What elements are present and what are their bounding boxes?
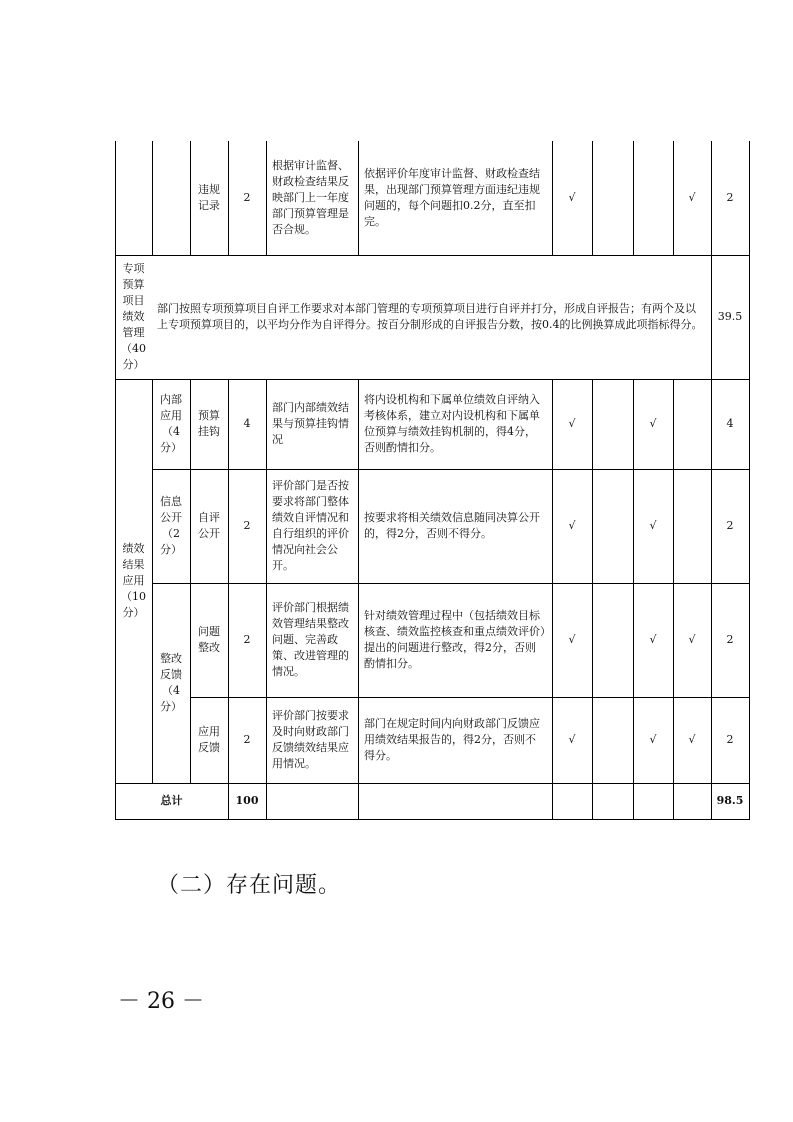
item-application-feedback: 应用 反馈: [198, 725, 220, 754]
total-label: 总计: [160, 794, 183, 807]
item-problem-rectify: 问题 整改: [198, 625, 220, 654]
criteria-violation-record: 依据评价年度审计监督、财政检查结果，出现部门预算管理方面违纪违规问题的，每个问题扣0.2分，直至扣完。: [364, 167, 540, 228]
total-score: 98.5: [716, 794, 744, 807]
item-self-eval-disclosure: 自评 公开: [198, 511, 220, 540]
section-heading: （二）存在问题。: [157, 873, 342, 898]
item-budget-link: 预算 挂钩: [198, 409, 220, 438]
checkmark: √: [688, 733, 696, 746]
checkmark: √: [568, 519, 576, 532]
standard-budget-link: 部门内部绩效结果与预算挂钩情况: [272, 401, 349, 446]
weight-problem-rectify: 2: [243, 633, 251, 646]
criteria-self-eval-disclosure: 按要求将相关绩效信息随同决算公开的，得2分，否则不得分。: [364, 511, 540, 540]
subcategory-rectify-feedback: 整改 反馈 （4 分）: [160, 652, 182, 713]
weight-application-feedback: 2: [243, 733, 251, 746]
weight-self-eval-disclosure: 2: [243, 519, 251, 532]
score-budget-link: 4: [726, 417, 734, 430]
standard-application-feedback: 评价部门按要求及时向财政部门反馈绩效结果应用情况。: [272, 709, 349, 770]
total-weight: 100: [235, 794, 259, 807]
page-number: － 26 －: [118, 989, 204, 1014]
weight-violation-record: 2: [243, 191, 251, 204]
score-self-eval-disclosure: 2: [726, 519, 734, 532]
standard-self-eval-disclosure: 评价部门是否按要求将部门整体绩效自评情况和自行组织的评价情况向社会公开。: [272, 479, 349, 572]
checkmark: √: [688, 191, 696, 204]
evaluation-table: [115, 141, 750, 820]
checkmark: √: [688, 633, 696, 646]
weight-budget-link: 4: [243, 417, 251, 430]
checkmark: √: [568, 191, 576, 204]
subcategory-info-disclosure: 信息 公开 （2 分）: [160, 495, 182, 556]
standard-problem-rectify: 评价部门根据绩效管理结果整改问题、完善政策、改进管理的情况。: [272, 601, 349, 678]
criteria-problem-rectify: 针对绩效管理过程中（包括绩效目标核查、绩效监控核查和重点绩效评价）提出的问题进行整改，得2分，否则酌情扣分。: [364, 609, 546, 670]
checkmark: √: [649, 417, 657, 430]
criteria-budget-link: 将内设机构和下属单位绩效自评纳入考核体系，建立对内设机构和下属单位预算与绩效挂钩机制的，得4分，否则酌情扣分。: [364, 393, 540, 454]
score-special-project: 39.5: [717, 310, 743, 323]
standard-violation-record: 根据审计监督、财政检查结果反映部门上一年度部门预算管理是否合规。: [272, 159, 349, 236]
checkmark: √: [649, 733, 657, 746]
checkmark: √: [649, 633, 657, 646]
special-project-description: 部门按照专项预算项目自评工作要求对本部门管理的专项预算项目进行自评并打分，形成自评报告；有两个及以上专项预算项目的，以平均分作为自评得分。按百分制形成的自评报告分数，按0.4的比例换算成此项指标得分。: [157, 302, 703, 331]
category-results-application: 绩效 结果 应用 （10 分）: [121, 542, 146, 619]
checkmark: √: [568, 733, 576, 746]
checkmark: √: [649, 519, 657, 532]
item-violation-record: 违规 记录: [198, 183, 220, 212]
category-special-project: 专项 预算 项目 绩效 管理 （40 分）: [121, 262, 146, 371]
checkmark: √: [568, 417, 576, 430]
criteria-application-feedback: 部门在规定时间内向财政部门反馈应用绩效结果报告的，得2分，否则不得分。: [364, 717, 540, 762]
score-violation-record: 2: [726, 191, 734, 204]
score-problem-rectify: 2: [726, 633, 734, 646]
subcategory-internal-application: 内部 应用 （4 分）: [160, 393, 182, 454]
score-application-feedback: 2: [726, 733, 734, 746]
checkmark: √: [568, 633, 576, 646]
